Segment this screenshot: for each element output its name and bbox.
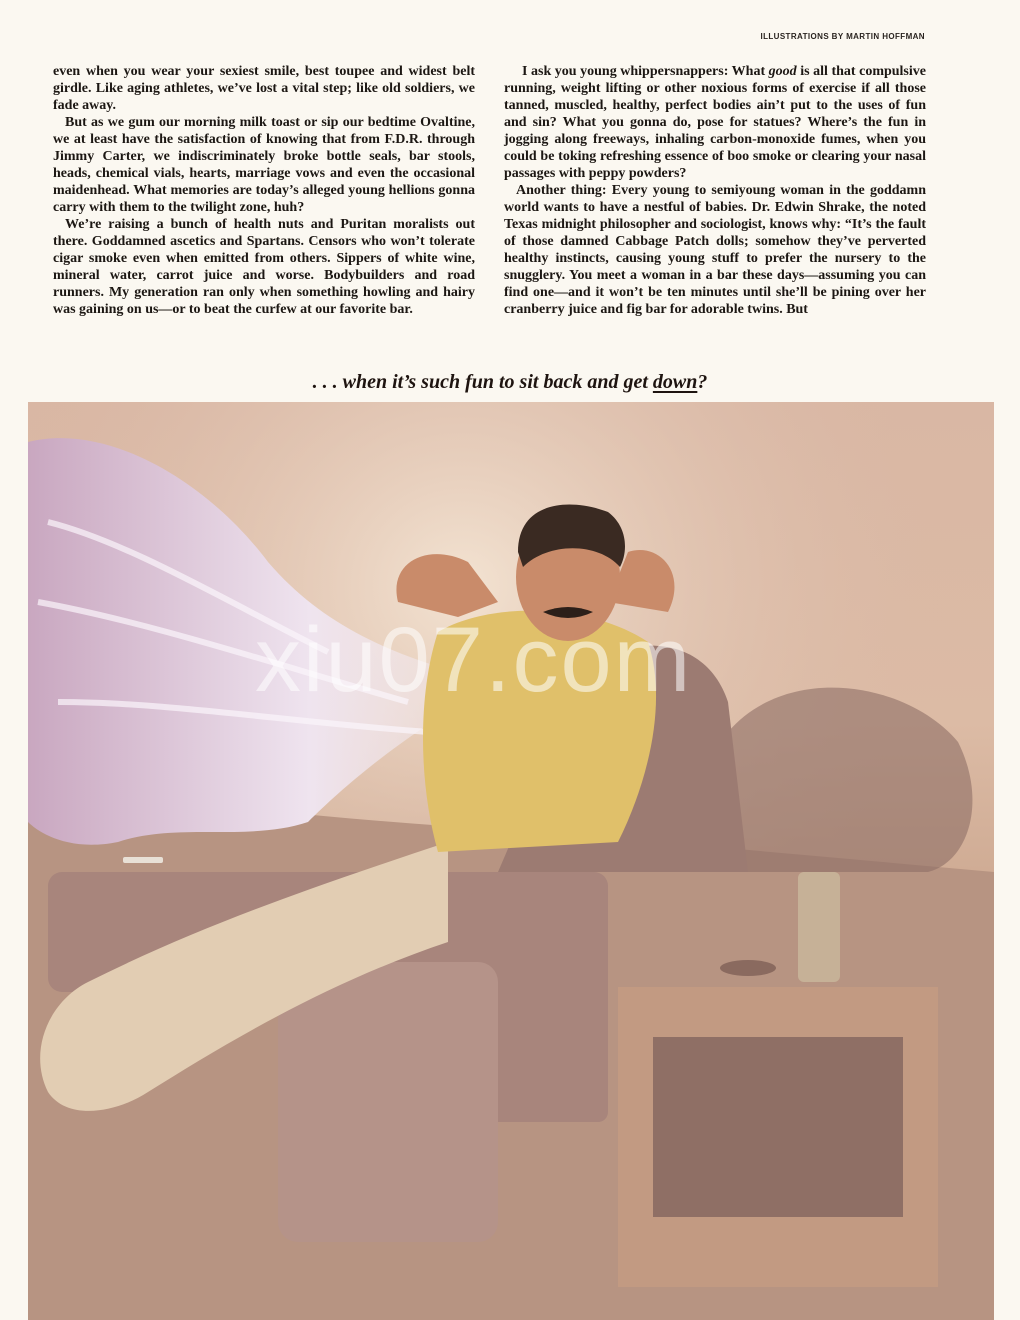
drinking-glass bbox=[798, 872, 840, 982]
paragraph-text: I ask you young whippersnappers: What bbox=[522, 64, 769, 79]
side-table-opening bbox=[653, 1037, 903, 1217]
paragraph bbox=[504, 63, 926, 182]
paragraph: We’re raising a bunch of health nuts and Puritan moralists out there. Goddamned ascetics and Spartans. Censors who won’t tolerate cigar smoke even when emitted from others. Sippers of white wine, mineral water, carrot juice and worse. Bodybuilders and road runners. My generation ran only when something howling and hairy was gaining on us—or to beat the curfew at our favorite bar. bbox=[53, 217, 475, 317]
ashtray bbox=[720, 960, 776, 976]
cigarette bbox=[123, 857, 163, 863]
caption-text: . . . when it’s such fun to sit back and get bbox=[312, 371, 653, 393]
caption-underlined-word: down bbox=[652, 371, 698, 393]
illustration-caption bbox=[0, 371, 1020, 394]
emphasis-text: good bbox=[768, 64, 797, 79]
caption-text: ? bbox=[697, 371, 708, 393]
left-text-column bbox=[53, 63, 475, 318]
watermark: xiu07.com bbox=[255, 609, 693, 711]
paragraph: But as we gum our morning milk toast or sip our bedtime Ovaltine, we at least have the satisfaction of knowing that from F.D.R. through Jimmy Carter, we indiscriminately broke bottle seals, bar stools, heads, chemical vials, hearts, marriage vows and even the occasional maidenhead. What memories are today’s alleged young hellions gonna carry with them to the twilight zone, huh? bbox=[53, 115, 475, 215]
right-text-column bbox=[504, 63, 926, 318]
paragraph: even when you wear your sexiest smile, best toupee and widest belt girdle. Like aging athletes, we’ve lost a vital step; like old soldiers, we fade away. bbox=[53, 64, 475, 113]
armchair-seat bbox=[278, 962, 498, 1242]
paragraph-text: is all that compulsive running, weight lifting or other noxious forms of exercise if all those tanned, muscled, healthy, perfect bodies ain’t put to the uses of fun and sin? What you gonna do, pose for statues? Where’s the fun in jogging along freeways, inhaling carbon-monoxide fumes, when you could be toking refreshing essence of boo smoke or clearing your nasal passages with peppy powders? bbox=[504, 64, 926, 181]
paragraph: Another thing: Every young to semiyoung woman in the goddamn world wants to have a nestful of babies. Dr. Edwin Shrake, the noted Texas midnight philosopher and sociologist, knows why: “It’s the fault of those damned Cabbage Patch dolls; somehow they’ve perverted healthy instincts, causing young stuff to prefer the nursery to the snugglery. You meet a woman in a bar these days—assuming you can find one—and it won’t be ten minutes until she’ll be pining over her cranberry juice and fig bar for adorable twins. But bbox=[504, 183, 926, 317]
illustration bbox=[28, 402, 994, 1320]
illustration-painting bbox=[28, 402, 994, 1320]
illustration-credit: ILLUSTRATIONS BY MARTIN HOFFMAN bbox=[760, 32, 925, 41]
